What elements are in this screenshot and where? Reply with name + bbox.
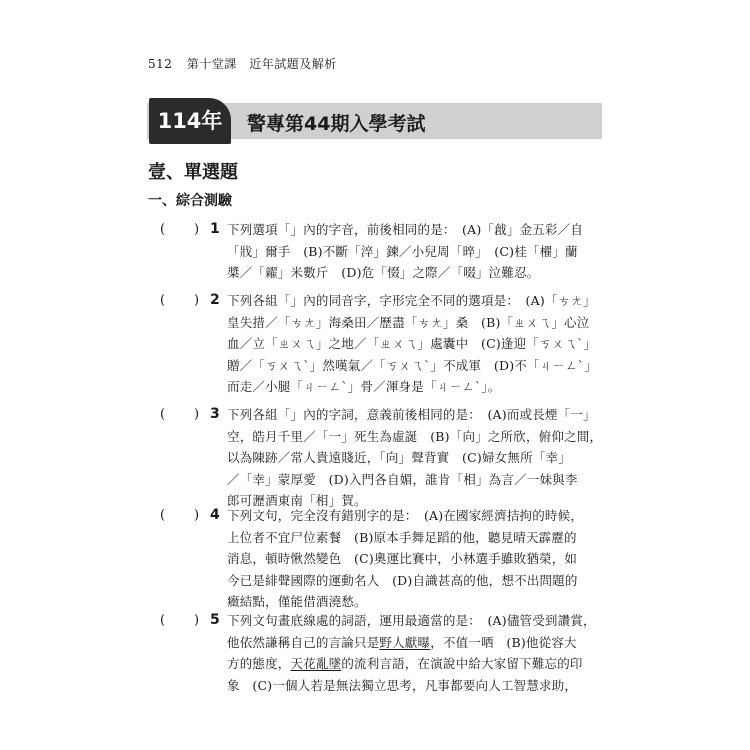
question-line: 槳／「糴」米數斤 (D)危「惙」之際／「啜」泣難忍。: [227, 265, 540, 280]
answer-paren-close: ): [194, 508, 200, 523]
question-line: 皇失措／「ㄘㄤ」海桑田／歷盡「ㄘㄤ」桑 (B)「ㄓㄨㄟ」心泣: [227, 314, 590, 330]
question-number: 1: [210, 221, 220, 237]
question-line: 下列各組「」內的字詞，意義前後相同的是： (A)而或長煙「一」: [227, 407, 596, 422]
answer-paren-open: (: [160, 407, 166, 422]
answer-paren-open: (: [160, 508, 166, 523]
question-line: 空，皓月千里／「一」死生為虛誕 (B)「向」之所欣，俯仰之間，: [227, 428, 603, 444]
question-line: 贈／「ㄎㄨㄟˋ」然嘆氣／「ㄎㄨㄟˋ」不成軍 (D)不「ㄐㄧㄥˋ」: [227, 357, 597, 373]
answer-paren-close: ): [194, 613, 200, 628]
question-body: [227, 505, 592, 613]
question-line: 而走／小腿「ㄐㄧㄥˋ」骨／渾身是「ㄐㄧㄥˋ」。: [227, 379, 501, 394]
question-line: 下列選項「」內的字音，前後相同的是： (A)「戧」金五彩／自: [227, 222, 584, 237]
question-number: 4: [210, 507, 220, 523]
section-title: 壹、單選題: [148, 162, 238, 183]
year-tab: 114年: [149, 98, 231, 144]
question-line: 郎可瀝酒東南「相」賀。: [227, 493, 367, 508]
question-line: 下列文句畫底線處的詞語，運用最適當的是： (A)儘管受到讚賞，: [227, 613, 596, 628]
answer-paren-open: (: [160, 222, 166, 237]
running-head: [148, 55, 337, 72]
question-line: 今已是緋聲國際的運動名人 (D)自識甚高的他，想不出問題的: [227, 572, 578, 588]
underlined-phrase: 野人獻曝: [379, 634, 431, 650]
answer-paren-close: ): [194, 293, 200, 308]
chapter-title: 第十堂課 近年試題及解析: [186, 57, 337, 71]
question-line: 血／立「ㄓㄨㄟ」之地／「ㄓㄨㄟ」處囊中 (C)逢迎「ㄎㄨㄟˋ」: [227, 336, 597, 351]
page-number: 512: [148, 57, 173, 71]
answer-paren-close: ): [194, 407, 200, 422]
answer-paren-open: (: [160, 293, 166, 308]
question-number: 2: [210, 292, 220, 308]
question-line: 下列文句，完全沒有錯別字的是： (A)在國家經濟拮拘的時候，: [227, 508, 584, 523]
question-number: 3: [210, 406, 220, 422]
section-subtitle: 一、綜合測驗: [148, 193, 232, 209]
question-line: 下列各組「」內的同音字，字形完全不同的選項是： (A)「ㄘㄤ」: [227, 293, 596, 308]
answer-paren-open: (: [160, 613, 166, 628]
question-line: 消息，頓時愀然變色 (C)奧運比賽中，小林選手雖敗猶榮，如: [227, 551, 578, 566]
question-line: ／「幸」蒙厚愛 (D)入門各自媚，誰肯「相」為言／一妹與李: [227, 471, 578, 487]
question-line: 象 (C)一個人若是無法獨立思考，凡事都要向人工智慧求助，: [227, 677, 578, 693]
answer-paren-close: ): [194, 222, 200, 237]
question-body: [227, 610, 596, 696]
question-line: 癥結點，僅能借酒澆愁。: [227, 594, 367, 609]
question-line: 以為陳跡／常人貴遠賤近，「向」聲背實 (C)婦女無所「幸」: [227, 450, 571, 465]
question-body: [227, 219, 592, 284]
question-line: 「戕」爾手 (B)不斷「淬」鍊／小兒周「晬」 (C)桂「櫂」蘭: [227, 243, 578, 259]
question-body: [227, 290, 597, 398]
exam-title: 警專第44期入學考試: [247, 113, 426, 135]
underlined-phrase: 天花亂墜: [290, 656, 342, 671]
question-body: [227, 404, 603, 512]
question-line: 方的態度，天花亂墜的流利言語，在演說中給大家留下難忘的印: [227, 656, 583, 671]
question-number: 5: [210, 612, 220, 628]
question-line: 上位者不宜尸位素餐 (B)原本手舞足蹈的他，聽見晴天霹靂的: [227, 529, 577, 545]
question-line: 他依然謙稱自己的言論只是野人獻曝，不值一哂 (B)他從容大: [227, 634, 577, 650]
